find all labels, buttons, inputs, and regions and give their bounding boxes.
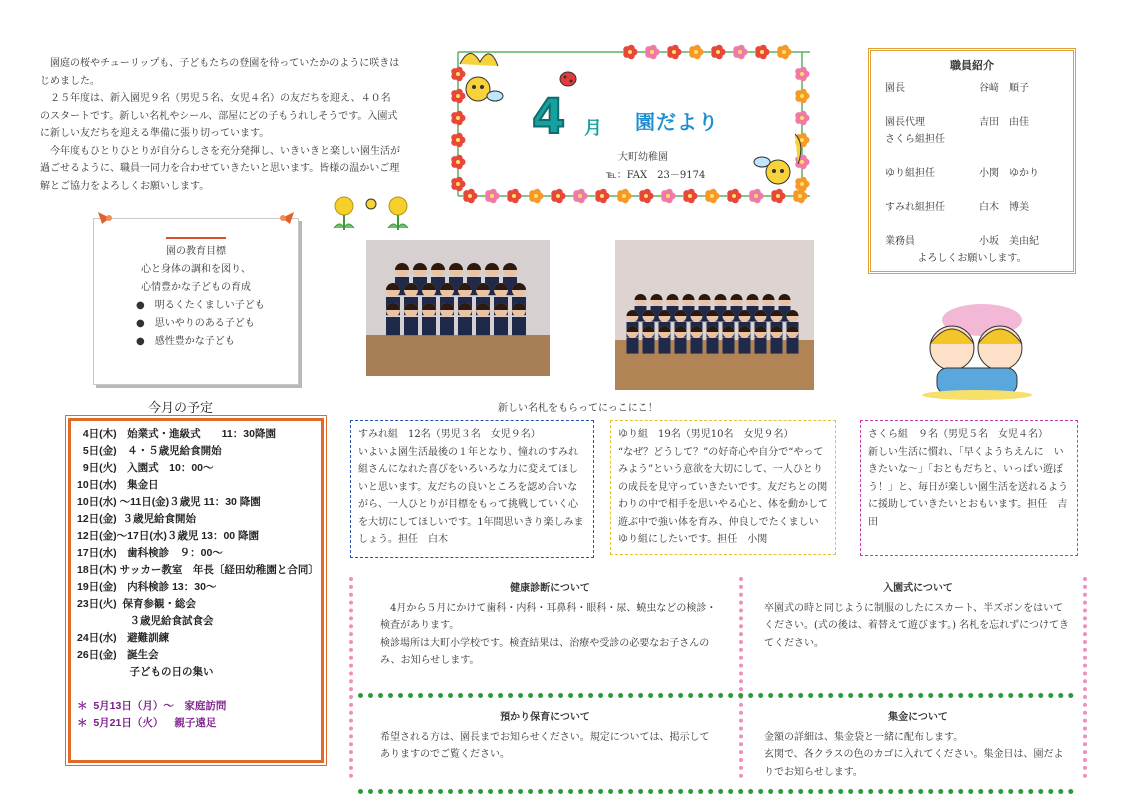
month-suffix: 月 [584, 118, 602, 139]
newsletter-title: 園だより [635, 110, 719, 134]
staff-role: 園長 [885, 83, 905, 94]
month-number: 4 [532, 89, 565, 145]
divider [349, 577, 353, 778]
staff-role: ゆり組担任 [885, 168, 935, 179]
staff-row [885, 181, 1059, 198]
goals-bullet: ● 思いやりのある子ども [136, 318, 255, 329]
education-goals [93, 218, 299, 385]
notice-body: 4月から５月にかけて歯科・内科・耳鼻科・眼科・尿、蟯虫などの検診・検査があります。 検診場所は大町小学校です。検査結果は、治療や受診の必要なお子さんのみ、お知らせします。 [380, 602, 717, 666]
flower-icon [771, 189, 785, 204]
flower-icon [755, 45, 769, 60]
monthly-schedule [68, 418, 324, 763]
staff-role [885, 181, 979, 198]
ladybug-icon [560, 72, 576, 86]
dandelion-illustration [326, 192, 416, 232]
flower-icon [645, 45, 659, 60]
flower-icon [617, 189, 631, 204]
flower-icon [661, 189, 675, 204]
schedule-event: 23日(火) 保育参観・総会 [77, 598, 197, 610]
goals-bullet: ● 感性豊かな子ども [136, 336, 235, 347]
flower-icon [595, 189, 609, 204]
notice-childcare [380, 709, 710, 764]
staff-row [885, 147, 1059, 164]
staff-row [885, 130, 1059, 147]
photo-caption: 新しい名札をもらってにっこにこ！ [498, 403, 658, 414]
class-title: さくら組 ９名（男児５名 女児４名） [868, 429, 1048, 440]
intro-paragraph: ２５年度は、新入園児９名（男児５名、女児４名）の友だちを迎え、４０名のスタートです。新しい名札やシール、部屋にどの子もうれしそうです。入園式に新しい友だちを迎える準備に張り切っています。 [40, 93, 398, 139]
goals-line: 心情豊かな子どもの育成 [141, 282, 251, 293]
staff-role [885, 96, 979, 113]
class-body: 新しい生活に慣れ、「早くようちえんに いきたいな～」「おともだちと、いっぱい遊ぼう！」と、毎日が楽しい園生活を送れるように援助していきたいとおもいます。担任 吉田 [868, 446, 1068, 528]
flower-icon [451, 155, 465, 170]
staff-role: 園長代理 [885, 117, 925, 128]
pushpin-icon [276, 210, 296, 226]
contact-number: ℡：FAX 23－9174 [606, 170, 706, 181]
goals-bullet: ● 明るくたくましい子ども [136, 300, 265, 311]
staff-role: すみれ組担任 [885, 202, 945, 213]
flower-icon [795, 67, 809, 82]
schedule-event: 26日(金) 誕生会 [77, 649, 159, 661]
schedule-event: 12日(金)～17日(水)３歳児 13：00 降園 [77, 530, 260, 542]
staff-closing: よろしくお願いします。 [917, 253, 1027, 264]
intro-text [40, 55, 400, 195]
flower-icon [451, 177, 465, 192]
intro-paragraph: 今年度もひとりひとりが自分らしさを充分発揮し、いきいきと楽しい園生活が過ごせるように、職員一同力を合わせていきたいと思います。皆様の温かいご理解とご協力をよろしくお願いします。 [40, 145, 400, 192]
flower-icon [573, 189, 587, 204]
schedule-event: 子どもの日の集い [77, 666, 214, 678]
goals-line: 心と身体の調和を図り、 [141, 264, 251, 275]
schedule-event: ３歳児給食試食会 [77, 615, 214, 627]
flower-icon [529, 189, 543, 204]
notice-title: 預かり保育について [500, 712, 590, 723]
flower-icon [667, 45, 681, 60]
staff-name: 小坂 美由紀 [979, 236, 1039, 247]
flower-icon [485, 189, 499, 204]
flower-icon [463, 189, 477, 204]
intro-paragraph: 園庭の桜やチューリップも、子どもたちの登園を待っていたかのように咲きはじめました。 [40, 58, 400, 87]
flower-icon [639, 189, 653, 204]
flower-icon [451, 67, 465, 82]
schedule-event: 10日(水) 集金日 [77, 479, 159, 491]
staff-row [885, 79, 1059, 96]
schedule-event: 4日(木) 始業式・進級式 11：30降園 [77, 428, 276, 440]
staff-role [885, 147, 979, 164]
flower-icon [683, 189, 697, 204]
divider [358, 789, 1074, 794]
class-body: “なぜ？どうして？”の好奇心や自分で“やってみよう”という意欲を大切にして、一人ひとりの成長を見守っていきたいです。友だちとの関わりの中で相手を思いやる心と、体を動かして遊ぶ中で強い体を育み、仲良しでたくましいゆり組にしたいです。担任 小関 [618, 446, 828, 545]
flower-icon [733, 45, 747, 60]
schedule-event: 18日(木) サッカー教室 年長〔経田幼稚園と合同〕 [77, 564, 319, 576]
divider [358, 693, 1074, 698]
notice-title: 集金について [888, 712, 948, 723]
divider [166, 237, 226, 239]
flower-icon [795, 177, 809, 192]
staff-name: 谷﨑 順子 [979, 83, 1029, 94]
class-title: すみれ組 12名（男児３名 女児９名） [358, 429, 541, 440]
schedule-event: 9日(火) 入園式 10：00～ [77, 462, 214, 474]
class-sakura [860, 420, 1078, 556]
upcoming-event: ＊ 5月21日（火） 親子遠足 [77, 717, 217, 729]
staff-role: 業務員 [885, 236, 915, 247]
flower-icon [793, 189, 807, 204]
flower-icon [451, 89, 465, 104]
staff-introduction [868, 48, 1076, 274]
schedule-event: 12日(金) ３歳児給食開始 [77, 513, 197, 525]
notice-health [380, 580, 720, 670]
staff-row [885, 96, 1059, 113]
flower-icon [623, 45, 637, 60]
bee-illustration [754, 134, 801, 184]
flower-icon [795, 111, 809, 126]
bee-illustration [460, 53, 503, 101]
staff-row [885, 198, 1059, 215]
goals-heading: 園の教育目標 [166, 246, 226, 257]
staff-title: 職員紹介 [950, 59, 994, 72]
schedule-event: 24日(水) 避難訓練 [77, 632, 170, 644]
upcoming-event: ＊ 5月13日（月）～ 家庭訪問 [77, 700, 227, 712]
staff-row [885, 113, 1059, 130]
flower-icon [507, 189, 521, 204]
divider [739, 577, 743, 778]
children-illustration [912, 300, 1042, 400]
flower-icon [795, 89, 809, 104]
staff-row [885, 164, 1059, 181]
divider [1083, 577, 1087, 778]
class-sumire [350, 420, 594, 558]
schedule-event: 5日(金) ４・５歳児給食開始 [77, 445, 222, 457]
notice-payment [764, 709, 1072, 781]
staff-name: 小関 ゆかり [979, 168, 1039, 179]
class-photo [615, 240, 814, 390]
notice-body: 希望される方は、園長までお知らせください。規定については、掲示してありますのでご覧ください。 [380, 731, 710, 760]
staff-row [885, 215, 1059, 232]
schedule-event: 10日(水) ～11日(金)３歳児 11：30 降園 [77, 496, 261, 508]
notice-body: 金額の詳細は、集金袋と一緒に配布します。 玄関で、各クラスの色のカゴに入れてください。集金日は、園だよりでお知らせします。 [764, 731, 1064, 778]
schedule-event: 17日(水) 歯科検診 ９：00～ [77, 547, 223, 559]
flower-icon [777, 45, 791, 60]
flower-icon [749, 189, 763, 204]
class-title: ゆり組 19名（男児10名 女児９名） [618, 429, 794, 440]
notice-title: 健康診断について [510, 583, 590, 594]
newsletter-header [450, 44, 820, 204]
flower-icon [551, 189, 565, 204]
flower-icon [689, 45, 703, 60]
class-yuri [610, 420, 836, 555]
staff-row [885, 232, 1059, 249]
notice-entrance [764, 580, 1072, 652]
flower-icon [451, 111, 465, 126]
notice-body: 卒園式の時と同じように制服のしたにスカート、半ズボンをはいてください。(式の後は、着替えて遊びます。) 名札を忘れずにつけてきてください。 [764, 602, 1069, 649]
staff-role: さくら組担任 [885, 134, 945, 145]
notice-title: 入園式について [883, 583, 953, 594]
flower-icon [711, 45, 725, 60]
flower-icon [451, 133, 465, 148]
schedule-title: 今月の予定 [148, 400, 214, 415]
school-name: 大町幼稚園 [618, 152, 668, 163]
staff-name: 白木 博美 [979, 202, 1029, 213]
schedule-event: 19日(金) 内科検診 13：30～ [77, 581, 217, 593]
pushpin-icon [96, 210, 116, 226]
flower-icon [705, 189, 719, 204]
class-photo [366, 240, 550, 376]
flower-icon [727, 189, 741, 204]
staff-role [885, 215, 979, 232]
class-body: いよいよ園生活最後の１年となり、憧れのすみれ組さんになれた喜びをいろいろな力に変えてほしいと思います。友だちの良いところを認め合いながら、一人ひとりが目標をもって挑戦していく心を大切にしてほしいです。1年間思いきり楽しみましょう。担任 白木 [358, 446, 584, 545]
staff-name: 吉田 由佳 [979, 117, 1029, 128]
